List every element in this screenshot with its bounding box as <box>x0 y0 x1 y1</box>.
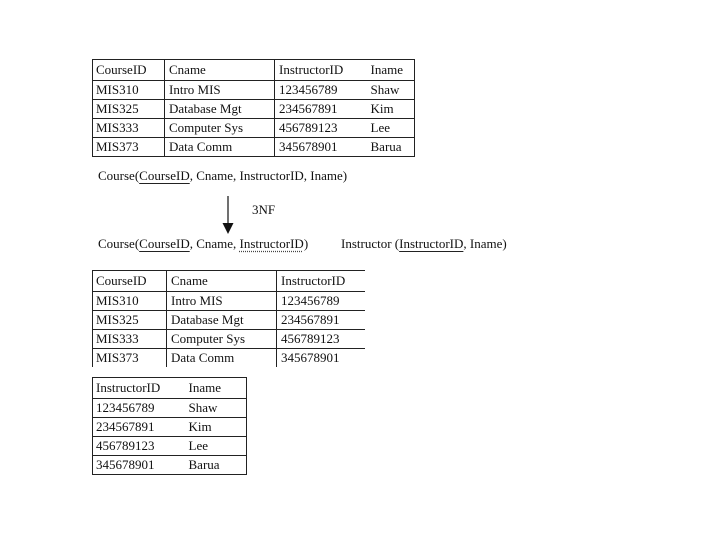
table-cell: 345678901 <box>275 138 365 157</box>
table-row <box>93 292 365 311</box>
header-instructorid: InstructorID <box>93 378 185 399</box>
table-cell: Shaw <box>188 400 218 415</box>
table-cell: 456789123 <box>277 330 365 349</box>
table-row <box>93 330 365 349</box>
table-cell: Lee <box>370 120 390 135</box>
table-cell: Data Comm <box>165 138 275 157</box>
table-cell: Barua <box>370 139 402 154</box>
header-courseid: CourseID <box>93 60 165 81</box>
schema-text: , Iname) <box>463 236 507 251</box>
table-cell: 345678901 <box>277 349 365 368</box>
header-courseid: CourseID <box>93 271 167 292</box>
table-cell: 456789123 <box>93 437 185 456</box>
down-arrow-icon <box>222 196 234 234</box>
table-row <box>93 138 415 157</box>
table-row <box>93 456 247 475</box>
schema-primary-key: CourseID <box>139 236 190 251</box>
table-header-row <box>93 60 415 81</box>
course-table-3nf <box>92 270 365 367</box>
header-cname: Cname <box>165 60 275 81</box>
table-cell: MIS325 <box>93 100 165 119</box>
table-cell: 234567891 <box>93 418 185 437</box>
schema-course-before <box>98 168 347 184</box>
table-cell: MIS373 <box>93 138 165 157</box>
table-cell: Lee <box>188 438 208 453</box>
table-cell: 456789123 <box>275 119 365 138</box>
header-cname: Cname <box>167 271 277 292</box>
table-cell: Data Comm <box>167 349 277 368</box>
table-cell: MIS333 <box>93 330 167 349</box>
header-instructorid: InstructorID <box>275 60 365 81</box>
table-cell: 234567891 <box>275 100 365 119</box>
schema-text: ) <box>303 236 309 251</box>
instructor-table <box>92 377 247 475</box>
schema-course-after <box>98 236 308 252</box>
table-cell: 123456789 <box>275 81 365 100</box>
table-cell: Computer Sys <box>165 119 275 138</box>
header-instructorid: InstructorID <box>277 271 365 292</box>
schema-text: Course( <box>98 168 140 183</box>
table-row <box>93 119 415 138</box>
schema-text: , Cname, <box>189 236 240 251</box>
table-cell: MIS325 <box>93 311 167 330</box>
table-row <box>93 81 415 100</box>
course-table-full <box>92 59 415 157</box>
schema-text: , Cname, InstructorID, Iname) <box>189 168 348 183</box>
table-cell: MIS310 <box>93 81 165 100</box>
header-iname: Iname <box>370 62 403 77</box>
schema-primary-key: InstructorID <box>399 236 464 251</box>
table-row <box>93 437 247 456</box>
schema-text: Instructor ( <box>341 236 400 251</box>
table-cell: Barua <box>188 457 220 472</box>
header-iname: Iname <box>188 380 221 395</box>
schema-text: Course( <box>98 236 140 251</box>
table-row <box>93 418 247 437</box>
table-cell: Computer Sys <box>167 330 277 349</box>
table-cell: Intro MIS <box>167 292 277 311</box>
table-cell: Kim <box>370 101 394 116</box>
table-cell: Intro MIS <box>165 81 275 100</box>
table-row <box>93 349 365 368</box>
table-header-row <box>93 271 365 292</box>
schema-instructor <box>341 236 507 252</box>
table-cell: Database Mgt <box>167 311 277 330</box>
arrow-label-3nf: 3NF <box>252 202 276 217</box>
table-cell: 345678901 <box>93 456 185 475</box>
table-row <box>93 100 415 119</box>
table-cell: MIS333 <box>93 119 165 138</box>
table-cell: 123456789 <box>277 292 365 311</box>
table-header-row <box>93 378 247 399</box>
table-cell: 123456789 <box>93 399 185 418</box>
table-cell: MIS310 <box>93 292 167 311</box>
table-cell: Database Mgt <box>165 100 275 119</box>
table-row <box>93 311 365 330</box>
table-row <box>93 399 247 418</box>
table-cell: Shaw <box>370 82 400 97</box>
schema-primary-key: CourseID <box>139 168 190 183</box>
table-cell: 234567891 <box>277 311 365 330</box>
table-cell: MIS373 <box>93 349 167 368</box>
table-cell: Kim <box>188 419 212 434</box>
schema-foreign-key: InstructorID <box>239 236 304 251</box>
